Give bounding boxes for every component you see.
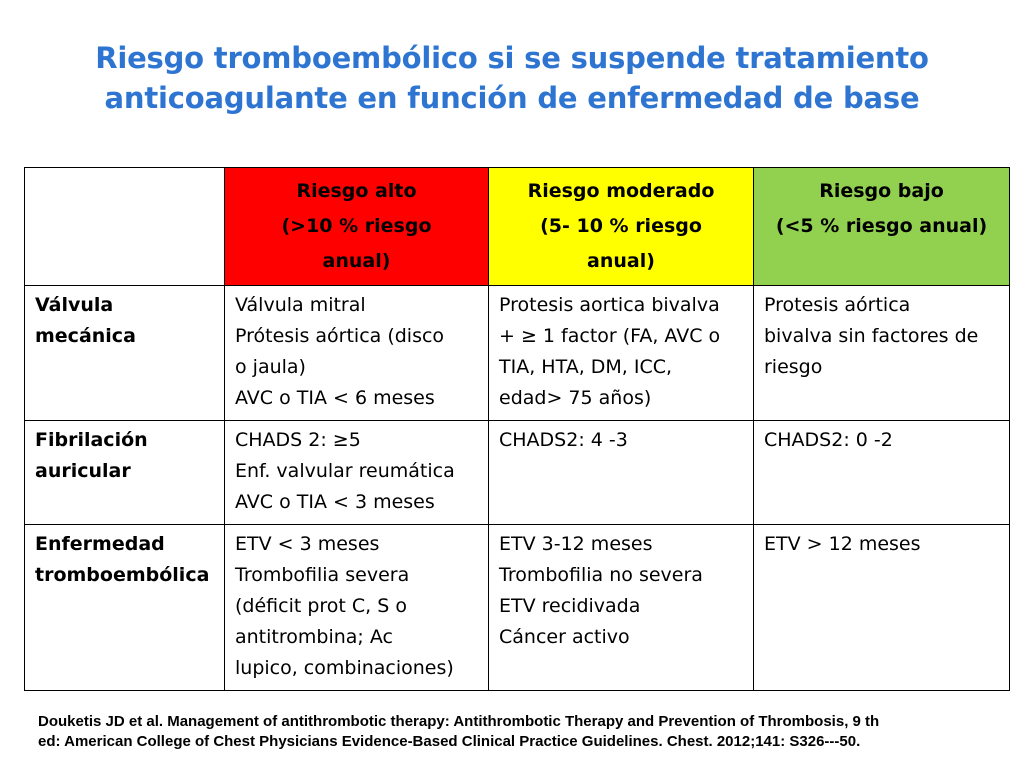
cell-line: ETV > 12 meses [764,533,921,555]
header-label: Riesgo bajo [819,180,944,202]
header-label: Riesgo moderado [527,180,715,202]
table-row [25,421,1010,525]
header-label: (<5 % riesgo anual) [775,215,988,237]
row-label-line: mecánica [35,325,136,347]
cell-line: CHADS2: 4 -3 [499,429,628,451]
header-label: anual) [322,250,391,272]
cell-high-risk [225,525,489,691]
slide-title [40,38,984,118]
header-high-risk [225,168,489,286]
cell-moderate-risk [489,525,754,691]
cell-line: riesgo [764,356,823,378]
cell-line: Enf. valvular reumática [235,460,455,482]
cell-line: edad> 75 años) [499,387,652,409]
cell-line: TIA, HTA, DM, ICC, [499,356,673,378]
cell-low-risk [754,525,1010,691]
cell-line: lupico, combinaciones) [235,657,454,679]
header-label: (>10 % riesgo [281,215,432,237]
risk-table [24,167,1010,691]
cell-moderate-risk [489,421,754,525]
cell-line: Trombofilia severa [235,564,410,586]
cell-line: ETV 3-12 meses [499,533,653,555]
header-empty-cell [25,168,225,286]
cell-line: Prótesis aórtica (disco [235,325,445,347]
cell-line: Trombofilia no severa [499,564,703,586]
row-label-line: Fibrilación [35,429,148,451]
citation-line-2: ed: American College of Chest Physicians Evidence-Based Clinical Practice Guidelines. Chest. 2012;141: S326---50. [38,733,861,750]
row-label-atrial-fibrillation [25,421,225,525]
row-label-line: tromboembólica [35,564,210,586]
cell-line: AVC o TIA < 3 meses [235,491,435,513]
row-label-line: auricular [35,460,131,482]
cell-line: Cáncer activo [499,626,630,648]
row-label-mechanical-valve [25,286,225,421]
cell-line: o jaula) [235,356,306,378]
cell-line: CHADS 2: ≥5 [235,429,361,451]
cell-low-risk [754,421,1010,525]
slide-title-line-1: Riesgo tromboembólico si se suspende tratamiento [95,41,929,75]
table-row [25,525,1010,691]
header-label: anual) [587,250,655,272]
table-row [25,286,1010,421]
row-label-thromboembolic-disease [25,525,225,691]
cell-line: bivalva sin factores de [764,325,979,347]
cell-line: antitrombina; Ac [235,626,393,648]
row-label-line: Válvula [35,294,114,316]
cell-low-risk [754,286,1010,421]
cell-line: ETV recidivada [499,595,641,617]
cell-high-risk [225,286,489,421]
header-label: (5- 10 % riesgo [540,215,702,237]
cell-high-risk [225,421,489,525]
row-label-line: Enfermedad [35,533,165,555]
cell-line: (déficit prot C, S o [235,595,407,617]
cell-moderate-risk [489,286,754,421]
header-label: Riesgo alto [296,180,417,202]
citation-line-1: Douketis JD et al. Management of antithrombotic therapy: Antithrombotic Therapy and Prevention of Thrombosis, 9 th [38,713,880,730]
citation [38,712,1016,752]
cell-line: + ≥ 1 factor (FA, AVC o [499,325,721,347]
table-header-row [25,168,1010,286]
header-moderate-risk [489,168,754,286]
cell-line: Válvula mitral [235,294,366,316]
cell-line: CHADS2: 0 -2 [764,429,893,451]
cell-line: Protesis aortica bivalva [499,294,720,316]
cell-line: Protesis aórtica [764,294,911,316]
cell-line: ETV < 3 meses [235,533,380,555]
slide-title-line-2: anticoagulante en función de enfermedad de base [104,81,920,115]
header-low-risk [754,168,1010,286]
cell-line: AVC o TIA < 6 meses [235,387,435,409]
